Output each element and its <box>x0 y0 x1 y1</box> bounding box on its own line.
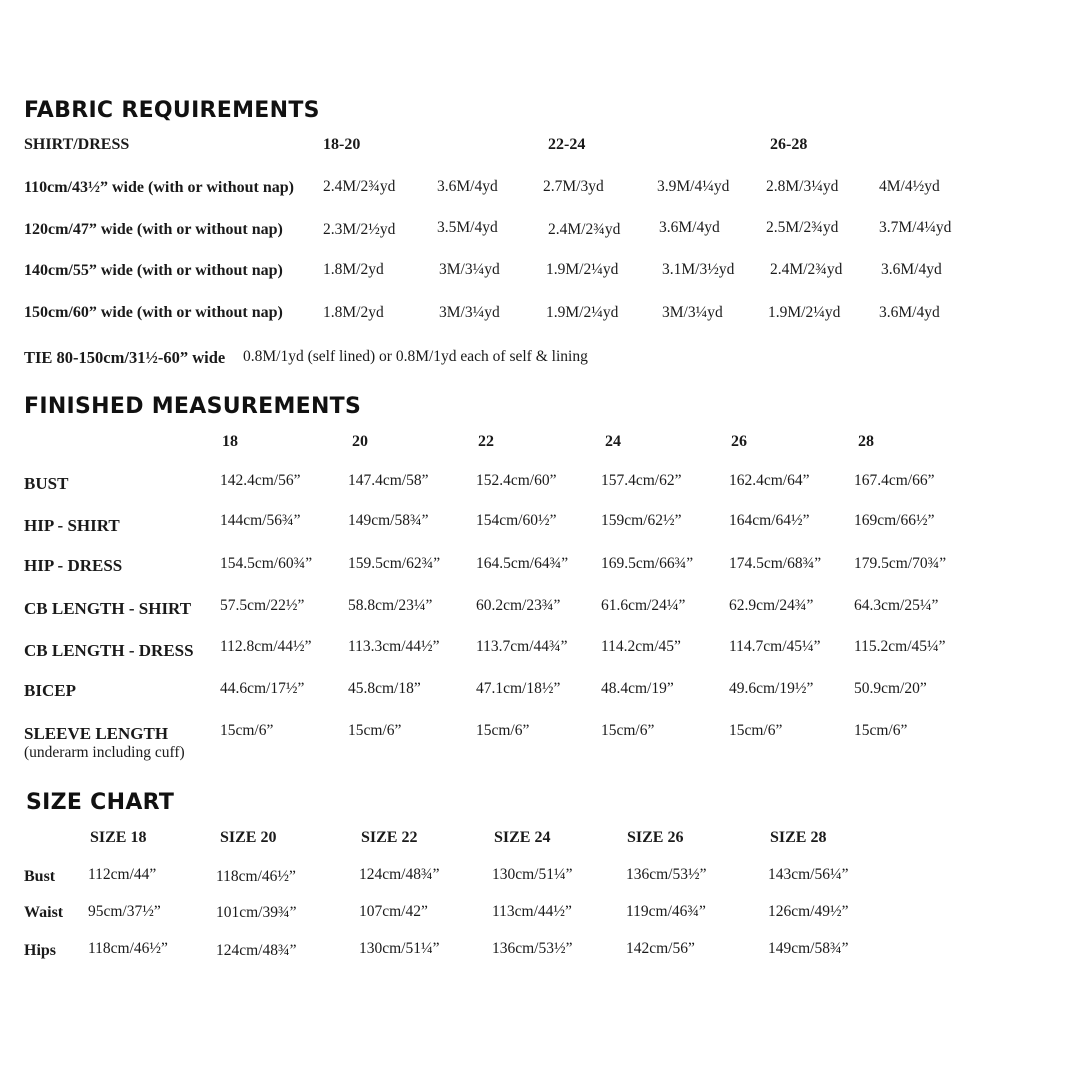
size-chart-cell: 95cm/37½” <box>88 903 161 920</box>
finished-row-label: HIP - DRESS <box>24 556 123 575</box>
size-group-26-28: 26-28 <box>770 136 808 153</box>
fabric-cell: 3.6M/4yd <box>437 178 498 195</box>
finished-cell: 159cm/62½” <box>601 512 682 529</box>
size-group-22-24: 22-24 <box>548 136 586 153</box>
finished-cell: 162.4cm/64” <box>729 472 810 489</box>
fabric-cell: 3.6M/4yd <box>879 304 940 321</box>
finished-cell: 154.5cm/60¾” <box>220 555 313 572</box>
finished-size-22: 22 <box>478 433 494 450</box>
finished-cell: 114.2cm/45” <box>601 638 681 655</box>
finished-cell: 167.4cm/66” <box>854 472 935 489</box>
fabric-cell: 2.5M/2¾yd <box>766 219 839 236</box>
size-chart-cell: 107cm/42” <box>359 903 428 920</box>
size-chart-row-label: Bust <box>24 868 56 885</box>
finished-cell: 15cm/6” <box>348 722 402 739</box>
tie-text: 0.8M/1yd (self lined) or 0.8M/1yd each of self & lining <box>243 348 588 365</box>
finished-cell: 15cm/6” <box>729 722 783 739</box>
finished-cell: 62.9cm/24¾” <box>729 597 814 614</box>
finished-cell: 179.5cm/70¾” <box>854 555 947 572</box>
finished-cell: 157.4cm/62” <box>601 472 682 489</box>
finished-cell: 44.6cm/17½” <box>220 680 305 697</box>
finished-size-18: 18 <box>222 433 238 450</box>
fabric-cell: 3M/3¼yd <box>439 304 500 321</box>
fabric-requirements-heading: FABRIC REQUIREMENTS <box>24 98 320 123</box>
fabric-row-label: 150cm/60” wide (with or without nap) <box>24 304 283 321</box>
fabric-cell: 1.9M/2¼yd <box>768 304 841 321</box>
finished-cell: 149cm/58¾” <box>348 512 429 529</box>
fabric-cell: 3.9M/4¼yd <box>657 178 730 195</box>
finished-measurements-heading: FINISHED MEASUREMENTS <box>24 394 362 419</box>
finished-cell: 49.6cm/19½” <box>729 680 814 697</box>
finished-cell: 144cm/56¾” <box>220 512 301 529</box>
size-chart-cell: 113cm/44½” <box>492 903 572 920</box>
fabric-cell: 3.6M/4yd <box>881 261 942 278</box>
finished-cell: 48.4cm/19” <box>601 680 674 697</box>
finished-size-28: 28 <box>858 433 874 450</box>
finished-cell: 174.5cm/68¾” <box>729 555 822 572</box>
finished-cell: 15cm/6” <box>220 722 274 739</box>
size-chart-cell: 126cm/49½” <box>768 903 849 920</box>
finished-cell: 115.2cm/45¼” <box>854 638 946 655</box>
finished-row-label: BICEP <box>24 681 76 700</box>
size-chart-cell: 136cm/53½” <box>626 866 707 883</box>
finished-cell: 164cm/64½” <box>729 512 810 529</box>
finished-row-label: CB LENGTH - DRESS <box>24 641 194 660</box>
finished-cell: 113.7cm/44¾” <box>476 638 568 655</box>
fabric-cell: 4M/4½yd <box>879 178 940 195</box>
size-chart-heading: SIZE CHART <box>26 790 175 815</box>
size-chart-cell: 124cm/48¾” <box>359 866 440 883</box>
size-chart-size-24: SIZE 24 <box>494 829 551 846</box>
finished-cell: 152.4cm/60” <box>476 472 557 489</box>
size-chart-size-28: SIZE 28 <box>770 829 827 846</box>
fabric-cell: 1.9M/2¼yd <box>546 261 619 278</box>
finished-cell: 60.2cm/23¾” <box>476 597 561 614</box>
finished-cell: 164.5cm/64¾” <box>476 555 569 572</box>
size-chart-cell: 112cm/44” <box>88 866 157 883</box>
finished-cell: 154cm/60½” <box>476 512 557 529</box>
finished-cell: 147.4cm/58” <box>348 472 429 489</box>
fabric-cell: 3.7M/4¼yd <box>879 219 952 236</box>
fabric-cell: 3M/3¼yd <box>662 304 723 321</box>
finished-cell: 112.8cm/44½” <box>220 638 312 655</box>
size-group-18-20: 18-20 <box>323 136 361 153</box>
finished-cell: 169.5cm/66¾” <box>601 555 694 572</box>
size-chart-size-26: SIZE 26 <box>627 829 684 846</box>
finished-cell: 113.3cm/44½” <box>348 638 440 655</box>
tie-label: TIE 80-150cm/31½-60” wide <box>24 348 226 367</box>
size-chart-row-label: Waist <box>24 904 64 921</box>
finished-cell: 45.8cm/18” <box>348 680 421 697</box>
finished-cell: 57.5cm/22½” <box>220 597 305 614</box>
size-chart-cell: 101cm/39¾” <box>216 904 297 921</box>
size-chart-cell: 142cm/56” <box>626 940 695 957</box>
finished-size-20: 20 <box>352 433 368 450</box>
fabric-cell: 1.9M/2¼yd <box>546 304 619 321</box>
size-chart-cell: 124cm/48¾” <box>216 942 297 959</box>
fabric-cell: 1.8M/2yd <box>323 261 384 278</box>
finished-row-label: BUST <box>24 474 69 493</box>
fabric-row-label: 140cm/55” wide (with or without nap) <box>24 262 283 279</box>
finished-size-26: 26 <box>731 433 747 450</box>
finished-cell: 15cm/6” <box>601 722 655 739</box>
size-chart-cell: 130cm/51¼” <box>359 940 440 957</box>
size-chart-row-label: Hips <box>24 942 57 959</box>
finished-cell: 61.6cm/24¼” <box>601 597 686 614</box>
finished-cell: 47.1cm/18½” <box>476 680 561 697</box>
finished-cell: 64.3cm/25¼” <box>854 597 939 614</box>
finished-row-label: CB LENGTH - SHIRT <box>24 599 192 618</box>
fabric-cell: 3.5M/4yd <box>437 219 498 236</box>
size-chart-cell: 130cm/51¼” <box>492 866 573 883</box>
finished-cell: 50.9cm/20” <box>854 680 927 697</box>
fabric-cell: 2.7M/3yd <box>543 178 604 195</box>
size-chart-size-20: SIZE 20 <box>220 829 277 846</box>
finished-cell: 58.8cm/23¼” <box>348 597 433 614</box>
fabric-cell: 3M/3¼yd <box>439 261 500 278</box>
fabric-row-label: 120cm/47” wide (with or without nap) <box>24 221 283 238</box>
fabric-cell: 3.1M/3½yd <box>662 261 735 278</box>
finished-row-label: HIP - SHIRT <box>24 516 120 535</box>
finished-cell: 114.7cm/45¼” <box>729 638 821 655</box>
size-chart-cell: 118cm/46½” <box>88 940 168 957</box>
fabric-cell: 1.8M/2yd <box>323 304 384 321</box>
fabric-cell: 2.4M/2¾yd <box>770 261 843 278</box>
fabric-cell: 2.8M/3¼yd <box>766 178 839 195</box>
size-chart-cell: 149cm/58¾” <box>768 940 849 957</box>
size-chart-cell: 118cm/46½” <box>216 868 296 885</box>
size-chart-cell: 136cm/53½” <box>492 940 573 957</box>
finished-row-sublabel: (underarm including cuff) <box>24 744 185 761</box>
size-chart-size-18: SIZE 18 <box>90 829 147 846</box>
finished-cell: 15cm/6” <box>476 722 530 739</box>
size-chart-cell: 143cm/56¼” <box>768 866 849 883</box>
fabric-cell: 2.4M/2¾yd <box>548 221 621 238</box>
finished-cell: 142.4cm/56” <box>220 472 301 489</box>
finished-cell: 15cm/6” <box>854 722 908 739</box>
fabric-row-label: 110cm/43½” wide (with or without nap) <box>24 179 294 196</box>
size-chart-cell: 119cm/46¾” <box>626 903 706 920</box>
finished-size-24: 24 <box>605 433 621 450</box>
finished-cell: 159.5cm/62¾” <box>348 555 441 572</box>
shirt-dress-header: SHIRT/DRESS <box>24 136 130 153</box>
fabric-cell: 2.4M/2¾yd <box>323 178 396 195</box>
size-chart-size-22: SIZE 22 <box>361 829 418 846</box>
finished-cell: 169cm/66½” <box>854 512 935 529</box>
fabric-cell: 3.6M/4yd <box>659 219 720 236</box>
fabric-cell: 2.3M/2½yd <box>323 221 396 238</box>
finished-row-label: SLEEVE LENGTH <box>24 724 169 743</box>
